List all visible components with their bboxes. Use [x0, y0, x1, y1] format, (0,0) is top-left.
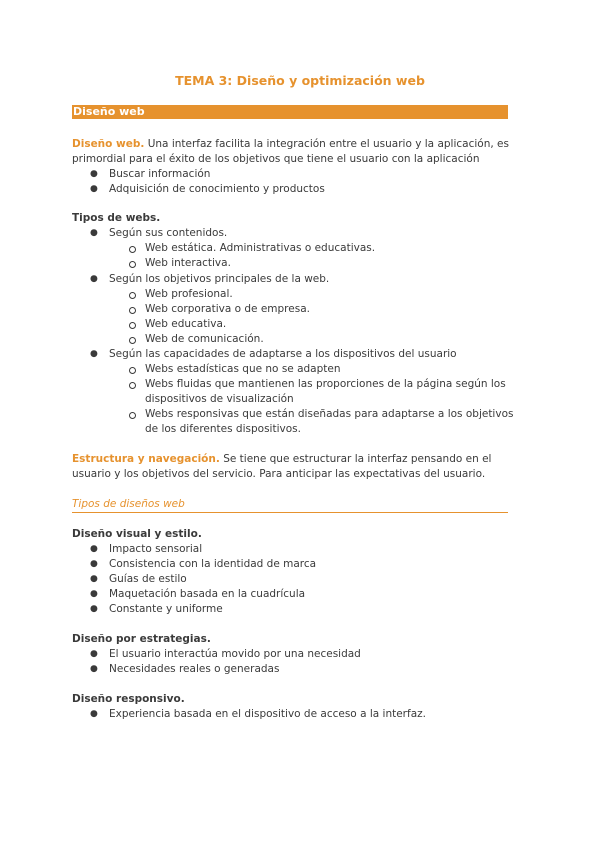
bullet-icon: ●: [90, 709, 98, 719]
list-item: Consistencia con la identidad de marca: [109, 558, 317, 570]
circle-bullet-icon: [129, 261, 136, 268]
sub-list-item: Web educativa.: [145, 318, 227, 330]
sub-list-item: Webs fluidas que mantienen las proporciones de la página según los: [145, 378, 506, 390]
circle-bullet-icon: [129, 292, 136, 299]
circle-bullet-icon: [129, 307, 136, 314]
bullet-icon: ●: [90, 649, 98, 659]
estructura-label: Estructura y navegación.: [72, 453, 220, 465]
bullet-icon: ●: [90, 544, 98, 554]
sub-list-item: Webs responsivas que están diseñadas para adaptarse a los objetivos: [145, 408, 514, 420]
list-item: Adquisición de conocimiento y productos: [109, 183, 325, 195]
bullet-icon: ●: [90, 559, 98, 569]
intro-line-2: primordial para el éxito de los objetivos que tiene el usuario con la aplicación: [72, 153, 480, 165]
sub-list-item: Webs estadísticas que no se adapten: [145, 363, 341, 375]
bullet-icon: ●: [90, 169, 98, 179]
estructura-paragraph: [72, 452, 491, 467]
list-item: Impacto sensorial: [109, 543, 203, 555]
sub-list-item: Web profesional.: [145, 288, 233, 300]
bullet-icon: ●: [90, 574, 98, 584]
list-item: Necesidades reales o generadas: [109, 663, 280, 675]
circle-bullet-icon: [129, 382, 136, 389]
circle-bullet-icon: [129, 367, 136, 374]
sub-list-item: Web corporativa o de empresa.: [145, 303, 310, 315]
circle-bullet-icon: [129, 337, 136, 344]
sub-list-item: Web de comunicación.: [145, 333, 264, 345]
circle-bullet-icon: [129, 412, 136, 419]
sub-list-item-continuation: de los diferentes dispositivos.: [145, 423, 301, 435]
estructura-line-2: usuario y los objetivos del servicio. Para anticipar las expectativas del usuario.: [72, 468, 486, 480]
list-item: Maquetación basada en la cuadrícula: [109, 588, 306, 600]
subsection-header: Tipos de diseños web: [72, 498, 508, 513]
visual-heading: Diseño visual y estilo.: [72, 528, 202, 540]
intro-label: Diseño web.: [72, 138, 145, 150]
sub-list-item: Web estática. Administrativas o educativas.: [145, 242, 376, 254]
list-item: Buscar información: [109, 168, 211, 180]
bullet-icon: ●: [90, 664, 98, 674]
tipos-heading: Tipos de webs.: [72, 212, 161, 224]
page-title: TEMA 3: Diseño y optimización web: [175, 73, 425, 88]
list-item: El usuario interactúa movido por una necesidad: [109, 648, 361, 660]
sub-list-item-continuation: dispositivos de visualización: [145, 393, 294, 405]
bullet-icon: ●: [90, 589, 98, 599]
list-item: Experiencia basada en el dispositivo de acceso a la interfaz.: [109, 708, 426, 720]
bullet-icon: ●: [90, 184, 98, 194]
bullet-icon: ●: [90, 274, 98, 284]
list-item: Constante y uniforme: [109, 603, 223, 615]
circle-bullet-icon: [129, 322, 136, 329]
sub-list-item: Web interactiva.: [145, 257, 231, 269]
bullet-icon: ●: [90, 349, 98, 359]
bullet-icon: ●: [90, 604, 98, 614]
estructura-line-1: Se tiene que estructurar la interfaz pensando en el: [223, 453, 492, 465]
bullet-icon: ●: [90, 228, 98, 238]
list-item: Según sus contenidos.: [109, 227, 228, 239]
intro-paragraph: [72, 137, 509, 152]
list-item: Según las capacidades de adaptarse a los dispositivos del usuario: [109, 348, 457, 360]
list-item: Según los objetivos principales de la web.: [109, 273, 330, 285]
intro-line-1: Una interfaz facilita la integración entre el usuario y la aplicación, es: [147, 138, 509, 150]
section-header: Diseño web: [72, 105, 508, 119]
circle-bullet-icon: [129, 246, 136, 253]
estrategias-heading: Diseño por estrategias.: [72, 633, 211, 645]
list-item: Guías de estilo: [109, 573, 187, 585]
responsivo-heading: Diseño responsivo.: [72, 693, 185, 705]
